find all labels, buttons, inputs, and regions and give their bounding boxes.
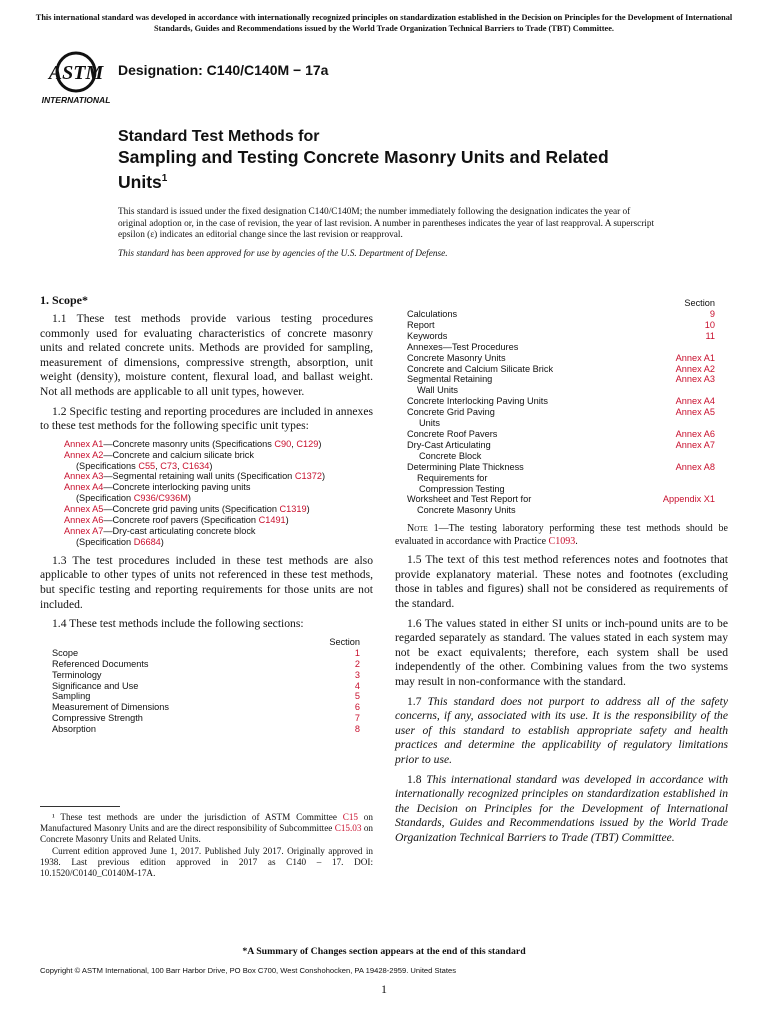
- para-1-6: 1.6 The values stated in either SI units or inch-pound units are to be regarded separately as standard. The values stated in each system may not be exact equivalents; therefore, each system shall be used independently of the other. Combining values from the two systems may result in non-conformance with the standard.: [395, 616, 728, 688]
- section-row: [407, 364, 715, 375]
- annex-text: ,: [155, 460, 161, 471]
- annex-list-item: [64, 526, 373, 537]
- section-label: Sampling: [52, 691, 91, 702]
- annex-list-item: [64, 461, 373, 472]
- annex-list-item: [64, 504, 373, 515]
- section-label: Terminology: [52, 669, 102, 680]
- section-label: Annexes—Test Procedures: [407, 341, 519, 352]
- section-link[interactable]: Annex A6: [675, 428, 715, 439]
- section-row: [407, 451, 715, 462]
- section-label: Segmental Retaining: [407, 374, 493, 385]
- footnote-rule: [40, 806, 120, 807]
- section-row: [52, 648, 360, 659]
- section-label: Worksheet and Test Report for: [407, 494, 532, 505]
- intro-approved: This standard has been approved for use by agencies of the U.S. Department of Defense.: [118, 249, 448, 259]
- section-label: Referenced Documents: [52, 658, 149, 669]
- spec-link[interactable]: C936/C936M: [133, 493, 188, 504]
- svg-text:ASTM: ASTM: [48, 62, 104, 84]
- section-link[interactable]: Annex A1: [675, 352, 715, 363]
- section-link[interactable]: Annex A7: [675, 439, 715, 450]
- section-row: [407, 309, 715, 320]
- section-link[interactable]: 2: [354, 658, 360, 669]
- astm-logo: [41, 50, 111, 106]
- intro-text: This standard is issued under the fixed designation C140/C140M; the number immediately following the designation indicates the year of original adoption or, in the case of revision, the year of last revision. A number in parentheses indicates the year of last reapproval. A superscript epsilon (ε) indicates an editorial change since the last revision or reapproval.: [118, 207, 655, 240]
- section-link: [634, 418, 715, 429]
- annex-list: [64, 439, 373, 548]
- section-label: Concrete Roof Pavers: [407, 428, 498, 439]
- annex-text: —Concrete roof pavers (Specification: [103, 515, 259, 526]
- annex-list-item: [64, 450, 373, 461]
- section-label: Calculations: [407, 309, 458, 319]
- spec-link[interactable]: C129: [296, 438, 319, 449]
- footnote: [40, 812, 373, 879]
- section-label: Report: [407, 319, 435, 330]
- annex-text: —Concrete interlocking paving units: [103, 482, 251, 493]
- section-label: Concrete Masonry Units: [417, 505, 516, 516]
- section-row: [407, 484, 715, 495]
- section-link[interactable]: 11: [705, 330, 715, 341]
- section-link: [634, 484, 715, 495]
- section-link[interactable]: Annex A2: [675, 363, 715, 374]
- annex-list-item: [64, 493, 373, 504]
- para-1-5: 1.5 The text of this test method references notes and footnotes that provide explanatory material. These notes and footnotes (excluding those in tables and figures) shall not be considered as requirements of the standard.: [395, 553, 728, 610]
- section-label: Determining Plate Thickness: [407, 461, 524, 472]
- section-link: [634, 342, 715, 353]
- title-line2: Sampling and Testing Concrete Masonry Units and Related Units$^1$: [118, 147, 609, 192]
- section-row: [407, 353, 715, 364]
- para-1-1: 1.1 These test methods provide various testing procedures commonly used for evaluating characteristics of concrete masonry units and related concrete units. Methods are provided for sampling, measurement of dimensions, compressive strength, absorption, unit weight (density), moisture content, flexural load, and ballast weight. Not all methods are applicable to all unit types, however.: [40, 312, 373, 398]
- section-link[interactable]: 7: [354, 713, 360, 724]
- annex-text: (Specification: [76, 536, 134, 547]
- section-link[interactable]: 5: [354, 691, 360, 702]
- section-row: [407, 342, 715, 353]
- spec-link[interactable]: D6684: [133, 536, 161, 547]
- spec-link[interactable]: C1372: [294, 471, 322, 482]
- annex-text: —Concrete masonry units (Specifications: [103, 438, 275, 449]
- annex-text: ): [285, 515, 289, 526]
- annex-text: ): [306, 504, 310, 515]
- annex-text: —Concrete and calcium silicate brick: [103, 449, 254, 460]
- section-row: [407, 385, 715, 396]
- section-link[interactable]: 6: [354, 702, 360, 713]
- section-label: Requirements for: [417, 472, 488, 483]
- annex-text: ): [321, 471, 325, 482]
- section-header: Section: [684, 298, 715, 308]
- section-label: Significance and Use: [52, 680, 139, 691]
- link-c1093[interactable]: C1093: [548, 535, 576, 547]
- annex-link[interactable]: Annex A4: [64, 482, 104, 493]
- section-link[interactable]: Annex A5: [675, 407, 715, 418]
- section-row: [52, 659, 360, 670]
- section-link[interactable]: Annex A4: [675, 396, 715, 407]
- section-label: Concrete Block: [419, 450, 482, 461]
- annex-text: (Specifications: [76, 460, 139, 471]
- section-row: [52, 670, 360, 681]
- spec-link[interactable]: C73: [160, 460, 178, 471]
- section-link[interactable]: Annex A3: [675, 374, 715, 385]
- designation: Designation: C140/C140M − 17a: [118, 62, 329, 78]
- para-1-3: 1.3 The test procedures included in these test methods are also applicable to other types of units not referenced in these test methods, but specific testing and reporting requirements for those units are not included.: [40, 553, 373, 611]
- section-link[interactable]: 4: [354, 680, 360, 691]
- annex-link[interactable]: Annex A5: [64, 504, 104, 515]
- section-label: Units: [419, 418, 440, 429]
- footnote-p1: ¹ These test methods are under the jurisdiction of ASTM Committee C15 on Manufactured Masonry Units and are the direct responsibility of Subcommittee C15.03 on Concrete Masonry Units and Related Units.: [40, 812, 374, 845]
- section-label: Measurement of Dimensions: [52, 702, 169, 713]
- annex-text: ): [160, 536, 164, 547]
- section-link: [634, 385, 715, 396]
- section-row: [407, 473, 715, 484]
- annex-text: ): [187, 493, 191, 504]
- section-link[interactable]: 3: [354, 669, 360, 680]
- annex-link[interactable]: Annex A7: [64, 526, 104, 536]
- section-row: [407, 429, 715, 440]
- spec-link[interactable]: C1319: [279, 504, 307, 515]
- annex-text: ,: [177, 460, 183, 471]
- section-label: Keywords: [407, 330, 448, 341]
- note-1: Note 1—The testing laboratory performing these test methods should be evaluated in accordance with Practice C1093.: [395, 523, 728, 547]
- top-notice: This international standard was developed in accordance with internationally recognized principles on standardization established in the Decision on Principles for the Development of International Standards, Guides and Recommendations issued by the World Trade Organization Technical Barriers to Trade (TBT) Committee.: [35, 13, 733, 33]
- link-c15[interactable]: C15: [342, 812, 359, 822]
- annex-list-item: [64, 515, 373, 526]
- section-label: Concrete Grid Paving: [407, 407, 495, 418]
- section-link[interactable]: 9: [709, 309, 715, 319]
- section-label: Compression Testing: [419, 483, 505, 494]
- para-1-4: 1.4 These test methods include the following sections:: [52, 617, 304, 631]
- para-1-7: 1.7 This standard does not purport to address all of the safety concerns, if any, associated with its use. It is the responsibility of the user of this standard to establish appropriate safety and health practices and determine the applicability of regulatory limitations prior to use.: [395, 694, 728, 766]
- annex-text: —Concrete grid paving units (Specification: [103, 504, 280, 515]
- section-link[interactable]: 10: [704, 319, 715, 330]
- annex-link[interactable]: Annex A2: [64, 449, 104, 460]
- section-label: Compressive Strength: [52, 713, 143, 724]
- title-line1: Standard Test Methods for: [118, 128, 320, 145]
- annex-list-item: [64, 537, 373, 548]
- annex-link[interactable]: Annex A1: [64, 438, 104, 449]
- section-row: [407, 505, 715, 516]
- section-row: [407, 331, 715, 342]
- spec-link[interactable]: C1491: [258, 515, 286, 526]
- page-number: 1: [381, 982, 387, 996]
- section-link[interactable]: Appendix X1: [662, 494, 715, 505]
- annex-text: (Specification: [76, 493, 134, 504]
- section-link[interactable]: 1: [354, 647, 360, 658]
- section-row: [407, 494, 715, 505]
- section-table-left: [52, 637, 360, 735]
- para-1-2: 1.2 Specific testing and reporting procedures are included in annexes to these test methods for the following specific unit types:: [40, 404, 373, 433]
- section-label: Concrete Masonry Units: [407, 352, 506, 363]
- annex-link[interactable]: Annex A6: [64, 515, 104, 526]
- link-c15-03[interactable]: C15.03: [334, 823, 362, 834]
- section-header: Section: [329, 636, 360, 647]
- section-label: Dry-Cast Articulating: [407, 439, 491, 450]
- section-label: Concrete and Calcium Silicate Brick: [407, 363, 554, 374]
- section-link: [634, 505, 715, 516]
- section-row: [407, 407, 715, 418]
- section-row: [407, 396, 715, 407]
- section-label: Concrete Interlocking Paving Units: [407, 396, 548, 407]
- title-block: [118, 127, 658, 193]
- section-row: [407, 320, 715, 331]
- section-label: Wall Units: [417, 385, 459, 396]
- section-row: [52, 702, 360, 713]
- section-link: [634, 451, 715, 462]
- section-row: [407, 374, 715, 385]
- section-row: [407, 462, 715, 473]
- section-row: [52, 691, 360, 702]
- spec-link[interactable]: C90: [274, 438, 292, 449]
- annex-link[interactable]: Annex A3: [64, 471, 104, 482]
- annex-list-item: [64, 482, 373, 493]
- section-row: [407, 440, 715, 451]
- section-link: [634, 473, 715, 484]
- para-1-8: 1.8 This international standard was developed in accordance with internationally recognized principles on standardization established in the Decision on Principles for the Development of International Standards, Guides and Recommendations issued by the World Trade Organization Technical Barriers to Trade (TBT) Committee.: [395, 772, 728, 844]
- left-column: [40, 293, 373, 735]
- section-row: [52, 681, 360, 692]
- annex-list-item: [64, 471, 373, 482]
- spec-link[interactable]: C55: [138, 460, 156, 471]
- annex-list-item: [64, 439, 373, 450]
- section-row: [407, 418, 715, 429]
- annex-text: ,: [291, 438, 297, 449]
- spec-link[interactable]: C1634: [182, 460, 210, 471]
- section-link[interactable]: 8: [354, 724, 360, 735]
- right-column: [395, 298, 728, 851]
- section-label: Scope: [52, 647, 79, 658]
- annex-text: ): [318, 438, 322, 449]
- scope-heading: 1. Scope*: [40, 293, 88, 307]
- section-link[interactable]: Annex A8: [675, 461, 715, 472]
- logo-text: INTERNATIONAL: [41, 95, 111, 105]
- copyright: Copyright © ASTM International, 100 Barr Harbor Drive, PO Box C700, West Conshohocken, PA 19428-2959. United States: [40, 966, 457, 975]
- annex-text: —Dry-cast articulating concrete block: [103, 526, 256, 536]
- annex-text: —Segmental retaining wall units (Specification: [103, 471, 295, 482]
- section-row: [52, 724, 360, 735]
- section-table-right: [407, 298, 715, 516]
- section-row: [52, 713, 360, 724]
- annex-text: ): [209, 460, 213, 471]
- section-label: Absorption: [52, 724, 96, 735]
- footnote-p2: Current edition approved June 1, 2017. Published July 2017. Originally approved in 1938. Last previous edition approved in 2017 as C140 – 17. DOI: 10.1520/C0140_C0140M-17A.: [40, 845, 373, 879]
- summary-notice: *A Summary of Changes section appears at the end of this standard: [242, 946, 526, 957]
